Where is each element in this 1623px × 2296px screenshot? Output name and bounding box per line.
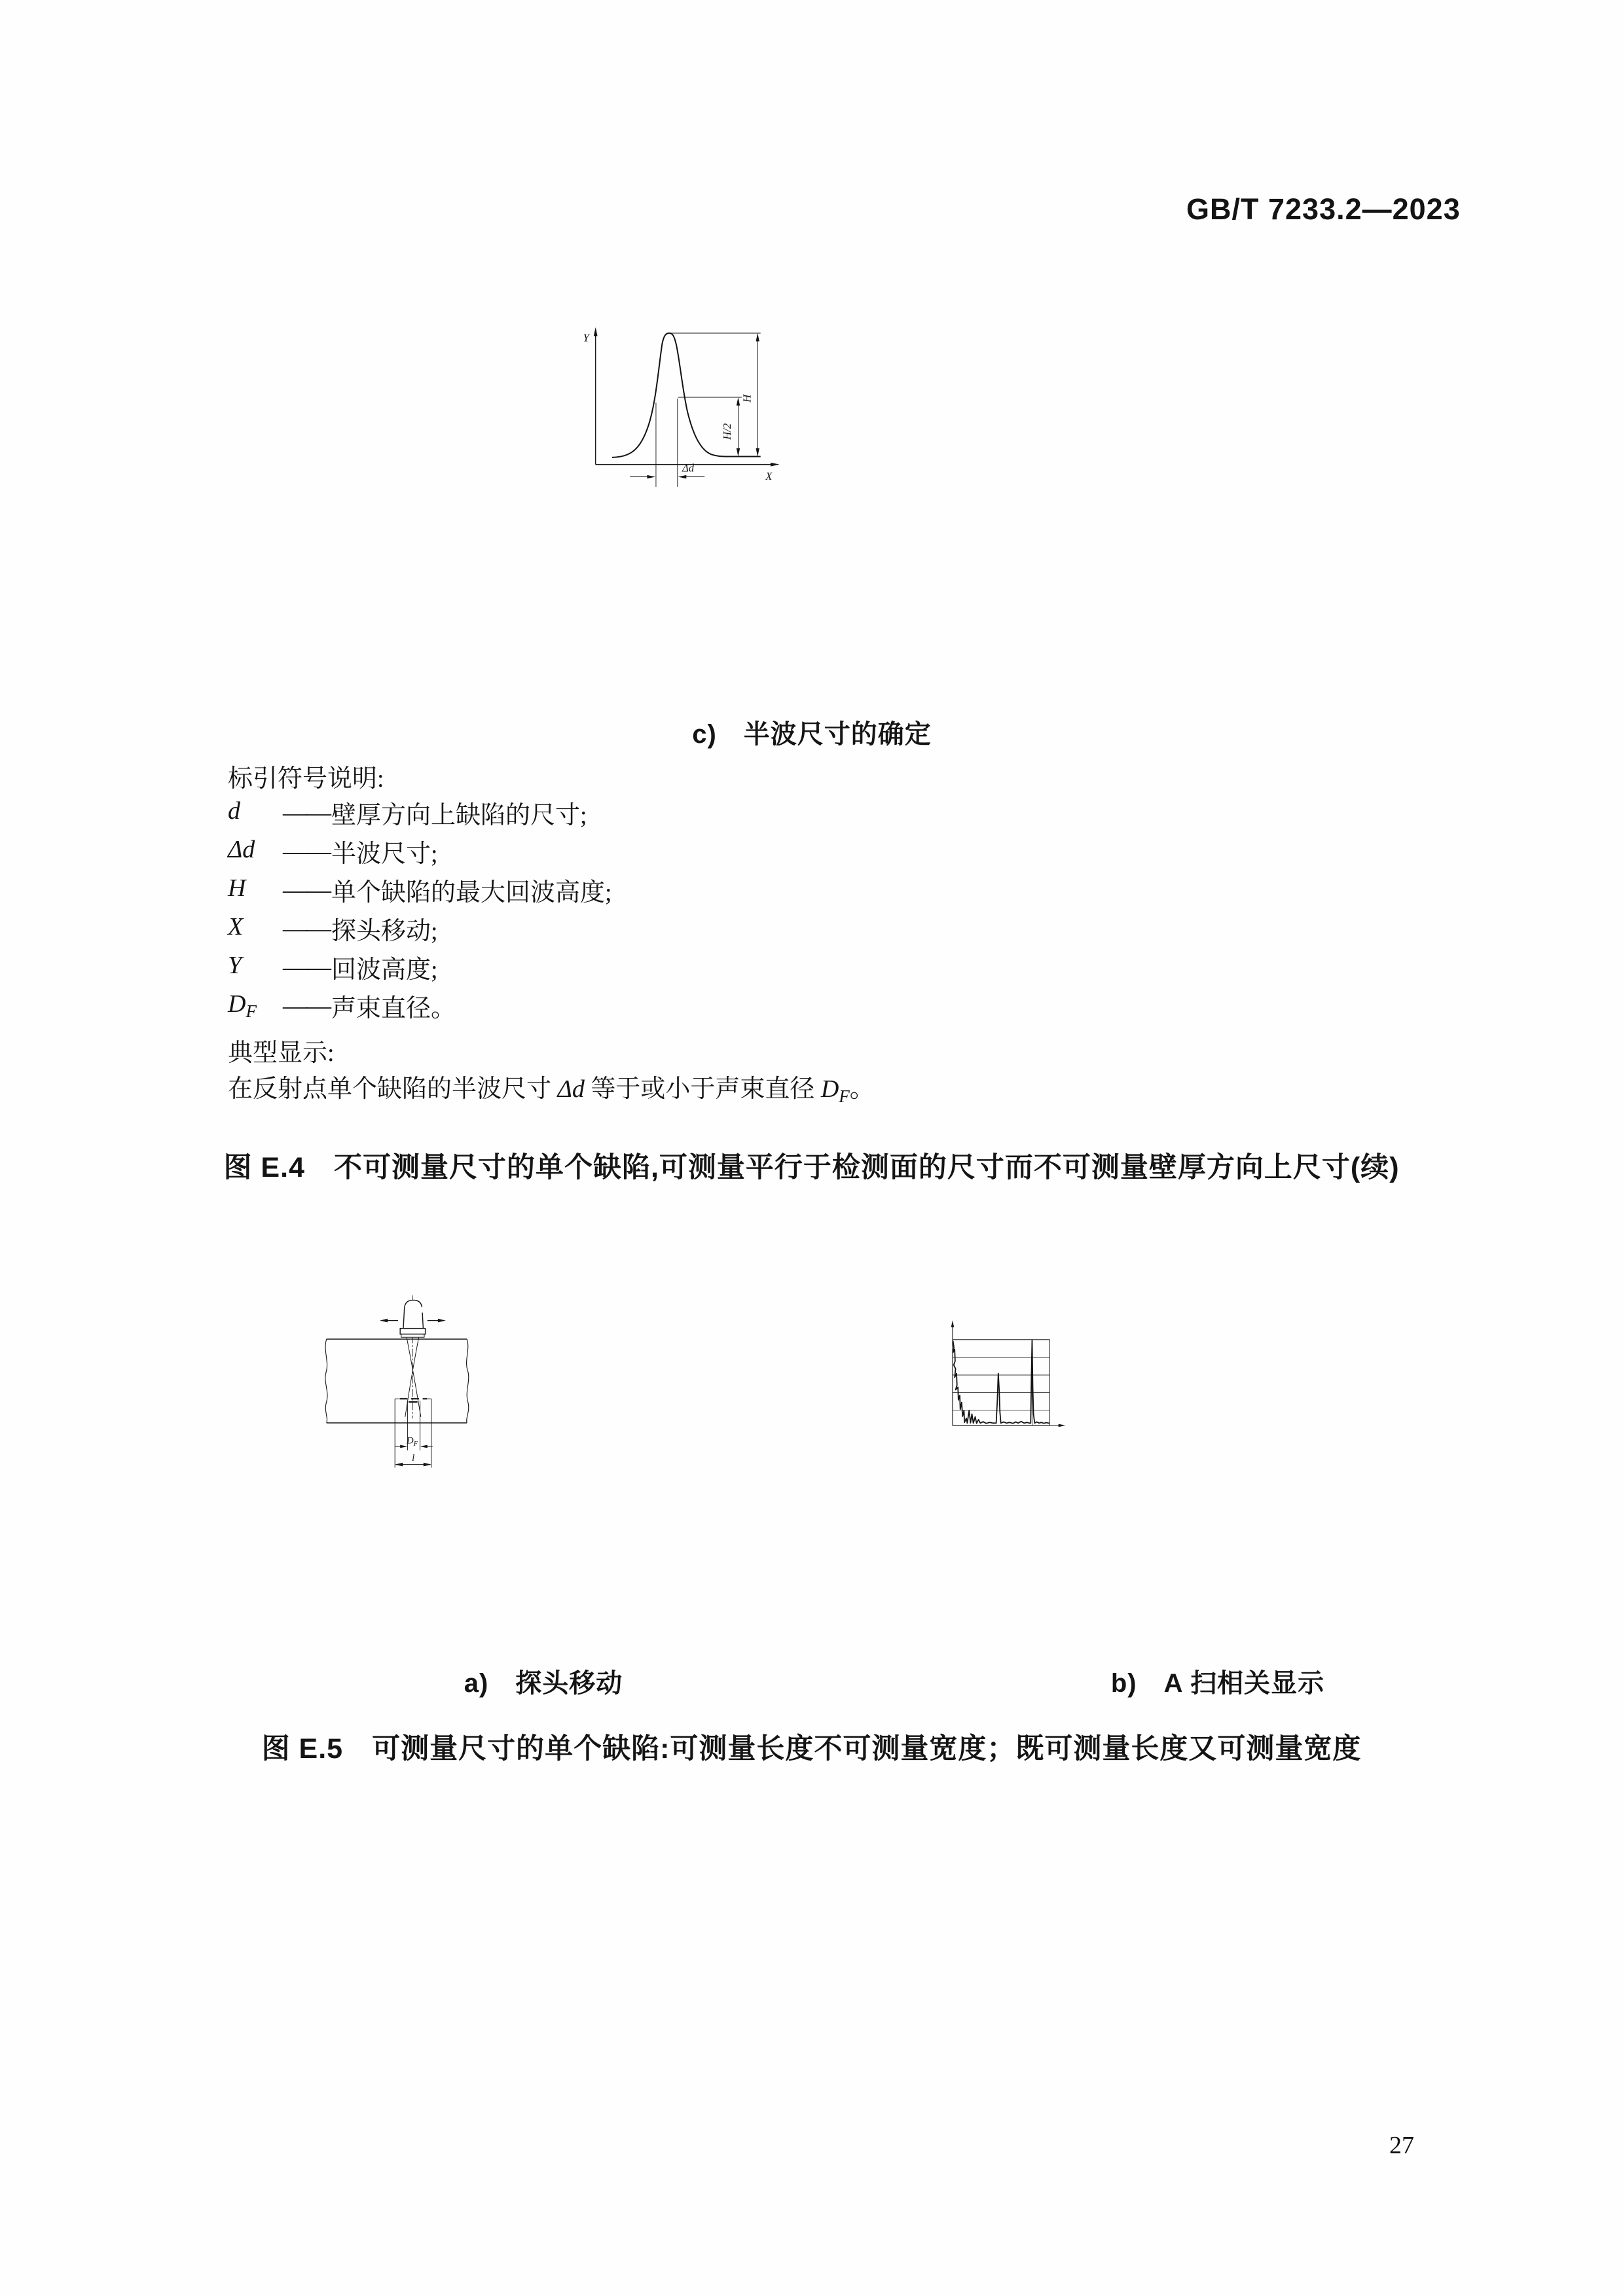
figure-a-caption: a) 探头移动 bbox=[464, 1669, 623, 1698]
ascan-screen-frame bbox=[953, 1340, 1049, 1426]
x-axis-arrow-icon bbox=[771, 463, 780, 467]
legend-list bbox=[228, 793, 612, 1025]
y-axis-label: Y bbox=[583, 331, 589, 344]
delta-d-symbol: Δd bbox=[557, 1075, 585, 1103]
ascan-y-arrow-icon bbox=[951, 1320, 955, 1327]
move-right-arrow-icon bbox=[438, 1319, 446, 1323]
df-dimension-label: $D_F$ bbox=[406, 1435, 418, 1448]
standard-number: GB/T 7233.2—2023 bbox=[1186, 192, 1461, 226]
block-left-break-edge bbox=[325, 1339, 327, 1423]
legend-dash: —— bbox=[283, 876, 330, 904]
ascan-x-arrow-icon bbox=[1059, 1424, 1066, 1427]
l-dimension-label: l bbox=[412, 1453, 415, 1463]
probe-connector-icon bbox=[421, 1307, 424, 1313]
h-arrow-down-icon bbox=[756, 448, 759, 457]
figure-b-caption: b) A 扫相关显示 bbox=[1110, 1669, 1325, 1698]
figure-c-half-wave-chart bbox=[576, 281, 1048, 661]
legend-item bbox=[228, 832, 612, 870]
legend-item bbox=[228, 909, 612, 948]
figure-b-a-scan-display bbox=[943, 1270, 1316, 1597]
probe-body bbox=[403, 1300, 423, 1328]
figure-e4-caption: 图 E.4 不可测量尺寸的单个缺陷,可测量平行于检测面的尺寸而不可测量壁厚方向上尺寸(续) bbox=[223, 1152, 1400, 1183]
df-symbol: D bbox=[820, 1075, 839, 1103]
l-arrow-left-icon bbox=[395, 1463, 403, 1467]
legend-desc: 半波尺寸; bbox=[331, 840, 438, 868]
x-axis-label: X bbox=[765, 470, 773, 483]
figure-c-caption: c) 半波尺寸的确定 bbox=[692, 720, 932, 749]
legend-symbol: H bbox=[228, 874, 246, 902]
figure-e5-caption: 图 E.5 可测量尺寸的单个缺陷:可测量长度不可测量宽度；既可测量长度又可测量宽度 bbox=[261, 1733, 1362, 1765]
typical-display-title: 典型显示: bbox=[228, 1039, 335, 1067]
legend-desc: 声束直径。 bbox=[331, 995, 456, 1022]
legend-desc: 回波高度; bbox=[331, 956, 438, 984]
beam-edge-left bbox=[407, 1338, 421, 1417]
legend-desc: 探头移动; bbox=[331, 918, 438, 945]
figure-a-probe-movement bbox=[314, 1196, 733, 1655]
h-label: H bbox=[740, 394, 754, 403]
block-right-break-edge bbox=[467, 1339, 469, 1423]
beam-edge-right bbox=[405, 1338, 419, 1417]
legend-symbol: X bbox=[228, 913, 244, 941]
legend-symbol: D bbox=[228, 990, 246, 1018]
legend-desc: 单个缺陷的最大回波高度; bbox=[331, 879, 612, 906]
legend-item bbox=[228, 948, 612, 986]
legend-dash: —— bbox=[283, 914, 330, 942]
legend-dash: —— bbox=[283, 798, 330, 827]
legend-title: 标引符号说明: bbox=[228, 765, 384, 793]
probe-flange bbox=[400, 1329, 425, 1335]
df-arrow-right-icon bbox=[420, 1445, 428, 1448]
l-arrow-right-icon bbox=[424, 1463, 431, 1467]
delta-d-right-arrow-icon bbox=[678, 475, 687, 478]
delta-d-label: Δd bbox=[682, 461, 695, 475]
h-half-arrow-down-icon bbox=[737, 448, 740, 457]
legend-dash: —— bbox=[283, 837, 330, 865]
h-half-arrow-up-icon bbox=[737, 397, 740, 406]
legend-symbol: d bbox=[228, 797, 240, 825]
probe-shoe bbox=[401, 1334, 424, 1337]
h-arrow-up-icon bbox=[756, 333, 759, 342]
legend-dash: —— bbox=[283, 992, 330, 1020]
ascan-echo-trace bbox=[953, 1340, 1049, 1424]
legend-symbol: Δd bbox=[228, 836, 255, 863]
legend-dash: —— bbox=[283, 953, 330, 981]
h-half-label: H/2 bbox=[720, 423, 733, 440]
legend-desc: 壁厚方向上缺陷的尺寸; bbox=[331, 802, 587, 829]
delta-d-left-arrow-icon bbox=[647, 475, 655, 478]
move-left-arrow-icon bbox=[380, 1319, 388, 1323]
typical-display-text: 在反射点单个缺陷的半波尺寸 Δd 等于或小于声束直径 $D_F$。 bbox=[228, 1075, 875, 1106]
legend-item bbox=[228, 793, 612, 832]
legend-item bbox=[228, 870, 612, 909]
page-number: 27 bbox=[1389, 2132, 1414, 2159]
legend-item: $D_F$ —— 声束直径。 bbox=[228, 986, 612, 1025]
y-axis-arrow-icon bbox=[594, 327, 598, 336]
legend-symbol: Y bbox=[228, 952, 242, 979]
